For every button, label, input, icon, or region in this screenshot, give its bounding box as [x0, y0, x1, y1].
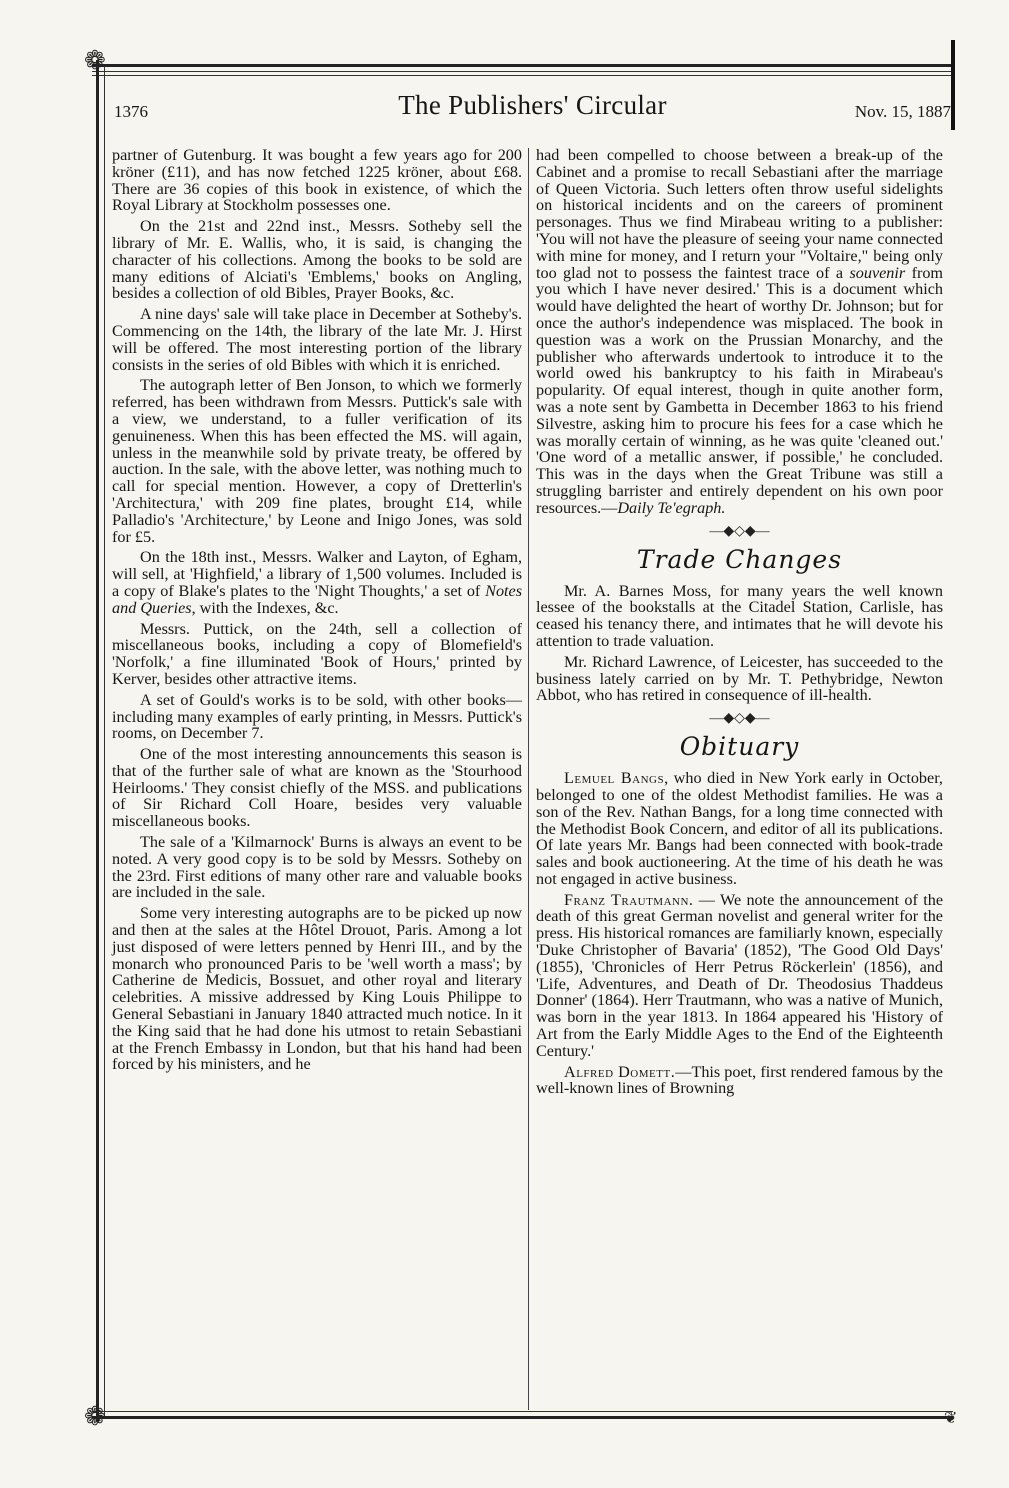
obituary-entry	[536, 770, 943, 888]
paragraph-text: from you which I have never desired.' This is a document which would have delighted the heart of worthy Dr. Johnson; but for once the author's independence was misplaced. The book in question was a work on the Prussian Monarchy, and the publisher who afterwards undertook to introduce it to the world owed his bankruptcy to his faith in Mirabeau's popularity. Of equal interest, though in quite another form, was a note sent by Gambetta in December 1863 to his friend Silvestre, asking him to procure his fees for a case which he was morally certain of winning, as he was quite 'cleaned out.' 'One word of a metallic answer, if possible,' he concluded. This was in the days when the Great Tribune was still a struggling barrister and entirely dependent on his own poor resources.—	[536, 263, 944, 517]
paragraph: A set of Gould's works is to be sold, with other books—including many examples of early printing, in Messrs. Puttick's rooms, on December 7.	[112, 690, 522, 743]
paragraph: Mr. Richard Lawrence, of Leicester, has succeeded to the business lately carried on by Mr. T. Pethybridge, Newton Abbot, who has retired in consequence of ill-health.	[536, 652, 943, 705]
right-edge-mark	[951, 40, 955, 130]
paragraph: partner of Gutenburg. It was bought a few years ago for 200 kröner (£11), and has now fetched 1225 kröner, about £68. There are 36 copies of this book in existence, of which the Royal Library at Stockholm possesses one.	[112, 146, 522, 215]
obituary-entry	[536, 1064, 943, 1098]
flourish-ornament-icon: ❁	[84, 1402, 106, 1431]
paragraph: Messrs. Puttick, on the 24th, sell a collection of miscellaneous books, including a copy of Blomefield's 'Norfolk,' a fine illuminated 'Book of Hours,' printed by Kerver, besides other attractive items.	[112, 619, 522, 688]
periodical-title: Notes and Queries	[112, 581, 523, 617]
paragraph: The sale of a 'Kilmarnock' Burns is always an event to be noted. A very good copy is to be sold by Messrs. Sotheby on the 23rd. First editions of many other rare and valuable books are included in the sale.	[112, 833, 522, 902]
paragraph-text: , who died in New York early in October, belonged to one of the oldest Methodist families. He was a son of the Rev. Nathan Bangs, for a long time connected with the Methodist Book Concern, and editor of all its publications. Of late years Mr. Bangs had been connected with book-trade sales and book auctioneering. At the time of his death he was not engaged in active business.	[536, 769, 943, 888]
left-border-rule	[96, 60, 99, 1422]
source-credit: Daily Te'egraph.	[617, 498, 726, 517]
obituary-name: Franz Trautmann.	[564, 890, 694, 909]
flourish-ornament-icon: ❦	[944, 1410, 958, 1427]
section-heading-trade-changes: Trade Changes	[636, 544, 843, 574]
paragraph: The autograph letter of Ben Jonson, to which we formerly referred, has been withdrawn from Messrs. Puttick's sale with a view, we understand, to a fuller verification of its genuineness. When this has been effected the MS. will again, unless in the meanwhile sold by private treaty, be offered by auction. In the sale, with the above letter, was nothing much to call for special mention. However, a copy of Dretterlin's 'Architectura,' with 209 fine plates, brought £14, while Palladio's 'Architecture,' by Leone and Inigo Jones, was sold for £5.	[112, 376, 522, 546]
paragraph: One of the most interesting announcements this season is that of the further sale of what are known as the 'Stourhood Heirlooms.' They consist chiefly of the MSS. and publications of Sir Richard Coll Hoare, besides very valuable miscellaneous books.	[112, 745, 522, 831]
paragraph-text: , with the Indexes, &c.	[191, 598, 339, 617]
italic-word: souvenir	[849, 263, 906, 282]
publication-title: The Publishers' Circular	[398, 90, 667, 120]
paragraph: On the 21st and 22nd inst., Messrs. Sotheby sell the library of Mr. E. Wallis, who, it is said, is changing the character of his collections. Among the books to be sold are many editions of Alciati's 'Emblems,' books on Angling, besides a collection of old Bibles, Prayer Books, &c.	[112, 217, 522, 303]
bottom-border-rule	[92, 1416, 953, 1419]
obituary-name: Alfred Domett.	[564, 1062, 676, 1081]
paragraph: Some very interesting autographs are to be picked up now and then at the sales at the Hôtel Drouot, Paris. Among a lot just disposed of were letters penned by Henri III., and by the monarch who pronounced Paris to be 'well worth a mass'; by Catherine de Medicis, Bossuet, and other royal and literary celebrities. A missive addressed by King Louis Philippe to General Sebastiani in January 1840 attracted much notice. In it the King said that he had done his utmost to retain Sebastiani at the French Embassy in London, but that his hand had been forced by his ministers, and he	[112, 904, 522, 1074]
paragraph: Mr. A. Barnes Moss, for many years the well known lessee of the bookstalls at the Citadel Station, Carlisle, has ceased his tenancy there, and intimates that he will devote his attention to trade valuation.	[536, 581, 943, 650]
section-divider: —◆◇◆—	[709, 523, 770, 539]
obituary-name: Lemuel Bangs	[564, 769, 665, 788]
left-border-rule-inner	[104, 66, 105, 1416]
top-border-rule-inner-2	[92, 75, 953, 76]
paragraph-text: — We note the announcement of the death of this great German novelist and general writer for the press. His historical romances are familiarly known, especially 'Duke Christopher of Bavaria' (1852), 'The Good Old Days' (1855), 'Chronicles of Herr Petrus Röckerlein' (1856), and 'Life, Adventures, and Death of Dr. Theodosius Thaddeus Donner' (1864). Herr Trautmann, who was a native of Munich, was born in the year 1813. In 1864 appeared his 'History of Art from the Early Middle Ages to the End of the Eighteenth Century.'	[536, 890, 943, 1060]
issue-date: Nov. 15, 1887	[854, 102, 951, 121]
bottom-border-rule-inner	[92, 1411, 953, 1412]
paragraph-text: —This poet, first rendered famous by the well-known lines of Browning	[536, 1062, 943, 1098]
paragraph	[536, 147, 943, 517]
paragraph: A nine days' sale will take place in December at Sotheby's. Commencing on the 14th, the library of the late Mr. J. Hirst will be offered. The most interesting portion of the library consists in the series of old Bibles with which it is enriched.	[112, 305, 522, 374]
paragraph	[112, 549, 522, 616]
left-column	[112, 147, 522, 1077]
column-divider	[528, 148, 529, 1410]
page-header	[114, 88, 951, 128]
section-heading-obituary: Obituary	[679, 732, 800, 762]
obituary-entry	[536, 892, 943, 1060]
page-number: 1376	[114, 102, 148, 121]
paragraph-text: had been compelled to choose between a break-up of the Cabinet and a promise to recall Sebastiani after the marriage of Queen Victoria. Such letters often throw useful sidelights on historical incidents and on the careers of prominent personages. Thus we find Mirabeau writing to a publisher: 'You will not have the pleasure of seeing your name connected with mine for money, and I return your "Voltaire," being only too glad not to possess the faintest trace of a	[536, 146, 943, 282]
paragraph-text: On the 18th inst., Messrs. Walker and Layton, of Egham, will sell, at 'Highfield,' a library of 1,500 volumes. Included is a copy of Blake's plates to the 'Night Thoughts,' a set of	[112, 548, 522, 600]
top-border-rule-inner	[92, 71, 953, 72]
section-divider: —◆◇◆—	[709, 711, 770, 727]
right-column	[536, 147, 943, 1101]
top-border-rule	[92, 64, 953, 67]
flourish-ornament-icon: ❁	[84, 46, 106, 75]
